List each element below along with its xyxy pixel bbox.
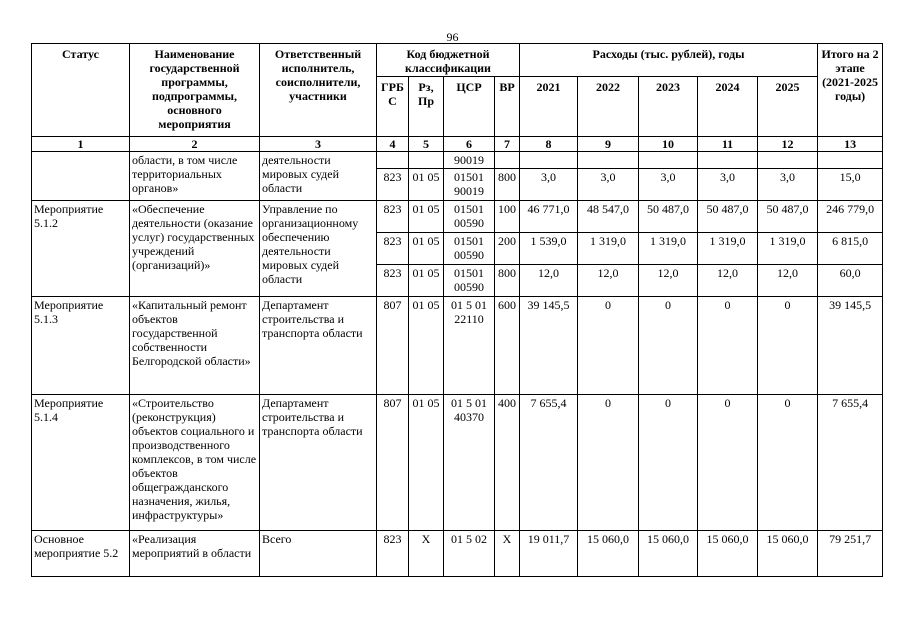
page-number: 96: [446, 30, 459, 44]
total-cell: 60,0: [818, 265, 883, 297]
vr-cell: 200: [495, 233, 520, 265]
rz-cell: 01 05: [409, 395, 444, 531]
value-cell: 0: [698, 395, 758, 531]
value-cell: 12,0: [698, 265, 758, 297]
value-cell: [578, 152, 639, 169]
responsible-cell: Департамент строительства и транспорта области: [260, 297, 377, 395]
vr-cell: 800: [495, 169, 520, 201]
header-year: 2023: [639, 77, 698, 137]
rz-cell: [409, 152, 444, 169]
rz-cell: Х: [409, 531, 444, 577]
grbs-cell: 823: [377, 201, 409, 233]
value-cell: [758, 152, 818, 169]
value-cell: 3,0: [639, 169, 698, 201]
table-row: [32, 152, 883, 169]
csr-cell: 90019: [444, 152, 495, 169]
total-cell: 6 815,0: [818, 233, 883, 265]
vr-cell: 100: [495, 201, 520, 233]
table-row: [32, 395, 883, 531]
grbs-cell: 823: [377, 531, 409, 577]
status-cell: [32, 152, 130, 201]
rz-cell: 01 05: [409, 265, 444, 297]
value-cell: 48 547,0: [578, 201, 639, 233]
column-number: 5: [409, 137, 444, 152]
value-cell: [639, 152, 698, 169]
value-cell: 12,0: [758, 265, 818, 297]
value-cell: 50 487,0: [698, 201, 758, 233]
rz-cell: 01 05: [409, 233, 444, 265]
header-budget-code: Код бюджетной классификации: [377, 44, 520, 77]
header-year: 2022: [578, 77, 639, 137]
value-cell: 1 539,0: [520, 233, 578, 265]
grbs-cell: 807: [377, 395, 409, 531]
header-year: 2021: [520, 77, 578, 137]
header-expenses: Расходы (тыс. рублей), годы: [520, 44, 818, 77]
table-row: [32, 201, 883, 233]
total-cell: 246 779,0: [818, 201, 883, 233]
value-cell: 3,0: [520, 169, 578, 201]
grbs-cell: 823: [377, 169, 409, 201]
header-csr: ЦСР: [444, 77, 495, 137]
header-year: 2025: [758, 77, 818, 137]
responsible-cell: Управление по организационному обеспечению деятельности мировых судей области: [260, 201, 377, 297]
table-row: [32, 531, 883, 577]
value-cell: 3,0: [698, 169, 758, 201]
vr-cell: [495, 152, 520, 169]
value-cell: 15 060,0: [639, 531, 698, 577]
rz-cell: 01 05: [409, 169, 444, 201]
total-cell: 7 655,4: [818, 395, 883, 531]
vr-cell: Х: [495, 531, 520, 577]
total-cell: 15,0: [818, 169, 883, 201]
value-cell: 7 655,4: [520, 395, 578, 531]
value-cell: 1 319,0: [698, 233, 758, 265]
grbs-cell: [377, 152, 409, 169]
column-number: 12: [758, 137, 818, 152]
column-number: 6: [444, 137, 495, 152]
value-cell: 15 060,0: [698, 531, 758, 577]
value-cell: 0: [758, 395, 818, 531]
value-cell: [698, 152, 758, 169]
header-responsible: Ответственный исполнитель, соисполнители, участники: [260, 44, 377, 137]
value-cell: 1 319,0: [639, 233, 698, 265]
header-vr: ВР: [495, 77, 520, 137]
total-cell: 39 145,5: [818, 297, 883, 395]
value-cell: 0: [578, 297, 639, 395]
csr-cell: 01 5 01 40370: [444, 395, 495, 531]
status-cell: Мероприятие 5.1.4: [32, 395, 130, 531]
value-cell: [520, 152, 578, 169]
csr-cell: 01 5 01 22110: [444, 297, 495, 395]
value-cell: 19 011,7: [520, 531, 578, 577]
grbs-cell: 807: [377, 297, 409, 395]
rz-cell: 01 05: [409, 297, 444, 395]
responsible-cell: деятельности мировых судей области: [260, 152, 377, 201]
value-cell: 15 060,0: [758, 531, 818, 577]
responsible-cell: Всего: [260, 531, 377, 577]
value-cell: 50 487,0: [639, 201, 698, 233]
column-number: 7: [495, 137, 520, 152]
vr-cell: 600: [495, 297, 520, 395]
value-cell: 3,0: [758, 169, 818, 201]
header-year: 2024: [698, 77, 758, 137]
value-cell: 50 487,0: [758, 201, 818, 233]
csr-cell: 01501 00590: [444, 201, 495, 233]
name-cell: «Обеспечение деятельности (оказание услуг) государственных учреждений (организаций)»: [130, 201, 260, 297]
value-cell: 46 771,0: [520, 201, 578, 233]
value-cell: 0: [758, 297, 818, 395]
name-cell: «Реализация мероприятий в области: [130, 531, 260, 577]
value-cell: 12,0: [578, 265, 639, 297]
value-cell: 12,0: [520, 265, 578, 297]
header-name: Наименование государственной программы, подпрограммы, основного мероприятия: [130, 44, 260, 137]
column-number: 13: [818, 137, 883, 152]
status-cell: Мероприятие 5.1.3: [32, 297, 130, 395]
header-status: Статус: [32, 44, 130, 137]
status-cell: Мероприятие 5.1.2: [32, 201, 130, 297]
vr-cell: 800: [495, 265, 520, 297]
value-cell: 0: [639, 297, 698, 395]
grbs-cell: 823: [377, 233, 409, 265]
column-number: 3: [260, 137, 377, 152]
header-grbs: ГРБ С: [377, 77, 409, 137]
value-cell: 1 319,0: [578, 233, 639, 265]
csr-cell: 01 5 02: [444, 531, 495, 577]
value-cell: 15 060,0: [578, 531, 639, 577]
rz-cell: 01 05: [409, 201, 444, 233]
status-cell: Основное мероприятие 5.2: [32, 531, 130, 577]
value-cell: 3,0: [578, 169, 639, 201]
column-number: 10: [639, 137, 698, 152]
header-total: Итого на 2 этапе (2021-2025 годы): [818, 44, 883, 137]
column-number-row: [32, 137, 883, 152]
column-number: 4: [377, 137, 409, 152]
header-rz-pr: Рз, Пр: [409, 77, 444, 137]
vr-cell: 400: [495, 395, 520, 531]
column-number: 8: [520, 137, 578, 152]
table-row: [32, 297, 883, 395]
name-cell: «Капитальный ремонт объектов государственной собственности Белгородской области»: [130, 297, 260, 395]
csr-cell: 01501 00590: [444, 233, 495, 265]
grbs-cell: 823: [377, 265, 409, 297]
total-cell: 79 251,7: [818, 531, 883, 577]
budget-table: [31, 43, 883, 577]
value-cell: 0: [698, 297, 758, 395]
column-number: 11: [698, 137, 758, 152]
column-number: 1: [32, 137, 130, 152]
csr-cell: 01501 90019: [444, 169, 495, 201]
column-number: 9: [578, 137, 639, 152]
total-cell: [818, 152, 883, 169]
responsible-cell: Департамент строительства и транспорта области: [260, 395, 377, 531]
csr-cell: 01501 00590: [444, 265, 495, 297]
value-cell: 39 145,5: [520, 297, 578, 395]
value-cell: 12,0: [639, 265, 698, 297]
value-cell: 1 319,0: [758, 233, 818, 265]
name-cell: области, в том числе территориальных органов»: [130, 152, 260, 201]
column-number: 2: [130, 137, 260, 152]
name-cell: «Строительство (реконструкция) объектов социального и производственного комплексов, в том числе объектов общегражданского назначения, жилья, инфраструктуры»: [130, 395, 260, 531]
value-cell: 0: [639, 395, 698, 531]
header-row-1: [32, 44, 883, 77]
value-cell: 0: [578, 395, 639, 531]
